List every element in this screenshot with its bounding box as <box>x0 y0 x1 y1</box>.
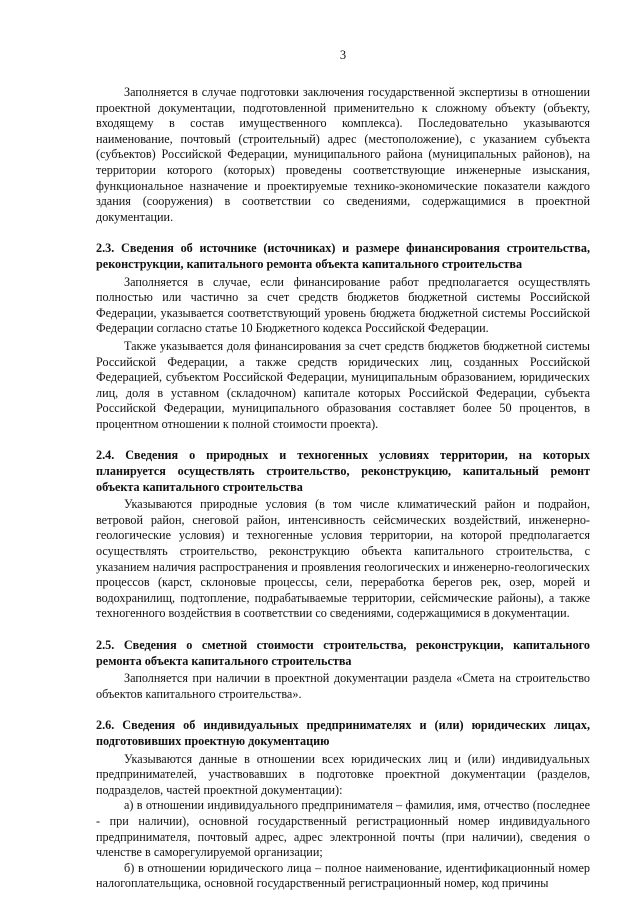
section-paragraph: Заполняется при наличии в проектной документации раздела «Смета на строительство объектов капитального строительства». <box>96 671 590 701</box>
page-number: 3 <box>339 48 347 62</box>
section-heading: 2.6. Сведения об индивидуальных предпринимателях и (или) юридических лицах, подготовивших проектную документацию <box>96 718 590 748</box>
section-heading: 2.5. Сведения о сметной стоимости строительства, реконструкции, капитального ремонта объекта капитального строительства <box>96 638 590 668</box>
intro-paragraph: Заполняется в случае подготовки заключения государственной экспертизы в отношении проектной документации, подготовленной применительно к сложному объекту (объекту, входящему в состав имущественного комплекса). Последовательно указываются наименование, почтовый (строительный) адрес (местоположение), с указанием субъекта (субъектов) Российской Федерации, муниципального района (муниципальных районов), на территории которого (которых) проведены соответствующие инженерные изыскания, функциональное назначение и проектируемые технико-экономические показатели каждого здания (сооружения) в соответствии со сведениями, содержащимися в проектной документации. <box>96 85 590 224</box>
section-2-3 <box>96 241 590 432</box>
section-paragraph: б) в отношении юридического лица – полное наименование, идентификационный номер налогоплательщика, основной государственный регистрационный номер, код причины <box>96 860 590 891</box>
section-paragraph: а) в отношении индивидуального предпринимателя – фамилия, имя, отчество (последнее - при наличии), основной государственный регистрационный номер индивидуального предпринимателя, почтовый адрес, адрес электронной почты (при наличии), сведения о членстве в саморегулируемой организации; <box>96 798 590 860</box>
section-heading: 2.4. Сведения о природных и техногенных условиях территории, на которых планируется осуществлять строительство, реконструкцию, капитальный ремонт объекта капитального строительства <box>96 448 590 494</box>
section-2-5 <box>96 638 590 702</box>
section-paragraph: Указываются данные в отношении всех юридических лиц и (или) индивидуальных предпринимателей, участвовавших в подготовке проектной документации (разделов, подразделов, частей проектной документации): <box>96 751 590 797</box>
section-2-4 <box>96 448 590 622</box>
section-heading: 2.3. Сведения об источнике (источниках) и размере финансирования строительства, реконструкции, капитального ремонта объекта капитального строительства <box>96 241 590 271</box>
section-paragraph: Указываются природные условия (в том числе климатический район и подрайон, ветровой район, снеговой район, интенсивность сейсмических воздействий, инженерно-геологические условия) и техногенные условия территории, на которой предполагается осуществлять строительство, реконструкцию объекта капитального строительства, с указанием наличия распространения и проявления геологических и инженерно-геологических процессов (карст, склоновые процессы, сели, переработка берегов рек, озер, морей и водохранилищ, подтопление, подрабатываемые территории, сейсмические районы), а также техногенного воздействия в соответствии со сведениями, содержащимися в документации. <box>96 497 590 621</box>
document-page <box>96 48 590 892</box>
section-paragraph: Также указывается доля финансирования за счет средств бюджетов бюджетной системы Российской Федерации, а также средств юридических лиц, созданных Российской Федерацией, субъектом Российской Федерации, муниципальным образованием, юридических лиц, доля в уставном (складочном) капитале которых Российской Федерации, субъекта Российской Федерации, муниципального образования составляет более 50 процентов, в процентном отношении к полной стоимости проекта). <box>96 338 590 431</box>
section-paragraph: Заполняется в случае, если финансирование работ предполагается осуществлять полностью или частично за счет средств бюджетов бюджетной системы Российской Федерации, указывается соответствующий уровень бюджета бюджетной системы Российской Федерации согласно статье 10 Бюджетного кодекса Российской Федерации. <box>96 274 590 336</box>
section-2-6 <box>96 718 590 892</box>
